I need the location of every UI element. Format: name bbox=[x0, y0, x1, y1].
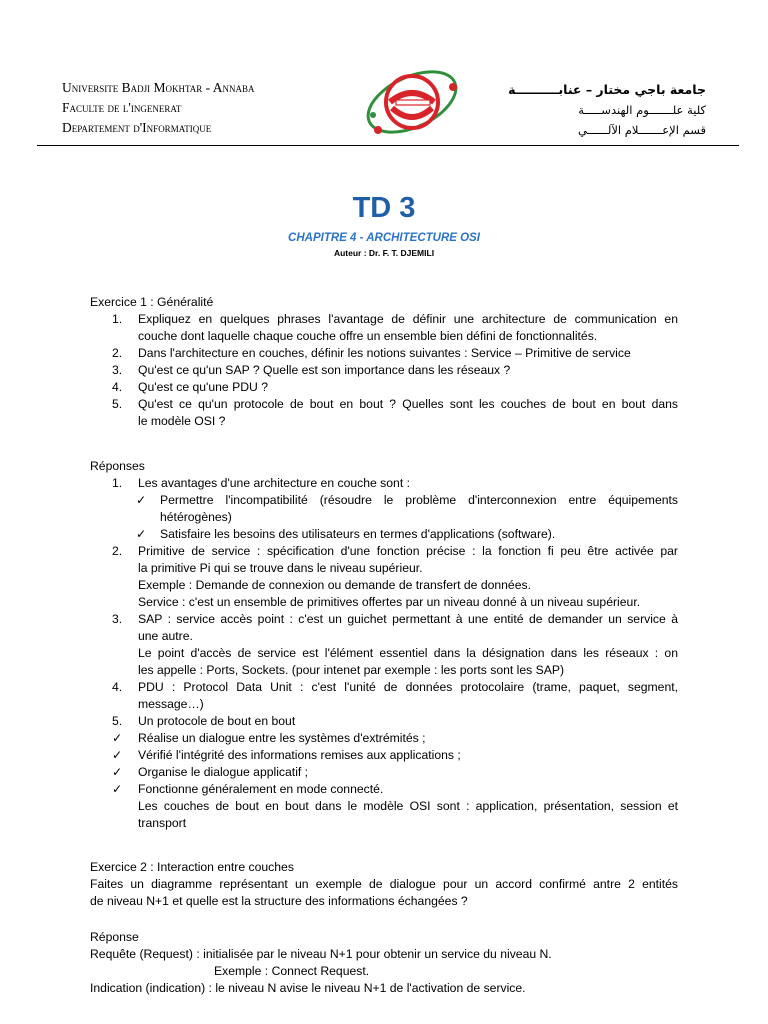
check-item: ✓ Satisfaire les besoins des utilisateurs en termes d'applications (software). bbox=[136, 527, 556, 541]
list-item-cont: le modèle OSI ? bbox=[138, 414, 226, 428]
university-name: Universite Badji Mokhtar - Annaba bbox=[62, 80, 255, 95]
list-item: 1. Expliquez en quelques phrases l'avantage de définir une architecture de communication en bbox=[112, 312, 678, 326]
university-name-arabic: جامعة باجي مختار – عنابــــــــــة bbox=[508, 82, 706, 97]
check-icon: ✓ bbox=[136, 527, 147, 541]
faculty-name-arabic: كلية علـــــــوم الهندســـــة bbox=[578, 103, 706, 117]
list-item-cont: Le point d'accès de service est l'élément essentiel dans la désignation dans les réseaux : on bbox=[138, 646, 678, 660]
list-item-cont: couche dont laquelle chaque couche offre un ensemble bien défini de fonctionnalités. bbox=[138, 329, 598, 343]
list-item-cont: Les couches de bout en bout dans le modèle OSI sont : application, présentation, session et bbox=[138, 799, 678, 813]
list-item: 5. Un protocole de bout en bout bbox=[112, 714, 296, 728]
check-item-cont: hétérogènes) bbox=[160, 510, 232, 524]
list-item: 1. Les avantages d'une architecture en couche sont : bbox=[112, 476, 410, 490]
list-item: 3. Qu'est ce qu'un SAP ? Quelle est son importance dans les réseaux ? bbox=[112, 363, 511, 377]
check-item: ✓ Permettre l'incompatibilité (résoudre le problème d'interconnexion entre équipements bbox=[136, 493, 678, 507]
department-name-arabic: قسم الإعـــــــلام الآلــــــي bbox=[578, 123, 706, 137]
check-item: ✓ Fonctionne généralement en mode connecté. bbox=[112, 782, 384, 796]
paragraph: de niveau N+1 et quelle est la structure des informations échangées ? bbox=[90, 894, 468, 908]
list-item: 2. Dans l'architecture en couches, définir les notions suivantes : Service – Primitive de service bbox=[112, 346, 631, 360]
department-name: Departement d'Informatique bbox=[62, 120, 212, 135]
exercise-2-title: Exercice 2 : Interaction entre couches bbox=[90, 860, 294, 874]
list-item: 2. Primitive de service : spécification d'une fonction précise : la fonction fi peu être activée par bbox=[112, 544, 678, 558]
answers-1-title: Réponses bbox=[90, 459, 145, 473]
list-item-cont: Service : c'est un ensemble de primitives offertes par un niveau donné à un niveau supérieur. bbox=[138, 595, 641, 609]
list-item: 4. PDU : Protocol Data Unit : c'est l'unité de données protocolaire (trame, paquet, segment, bbox=[112, 680, 678, 694]
list-item-cont: une autre. bbox=[138, 629, 193, 643]
check-item: ✓ Réalise un dialogue entre les systèmes d'extrémités ; bbox=[112, 731, 426, 745]
list-item-cont: transport bbox=[138, 816, 187, 830]
list-item: 4. Qu'est ce qu'une PDU ? bbox=[112, 380, 268, 394]
list-item-cont: la primitive Pi qui se trouve dans le niveau supérieur. bbox=[138, 561, 423, 575]
faculty-name: Faculte de l'ingenerat bbox=[62, 100, 182, 115]
list-item: 5. Qu'est ce qu'un protocole de bout en bout ? Quelles sont les couches de bout en bout dans bbox=[112, 397, 678, 411]
document-subtitle: CHAPITRE 4 - ARCHITECTURE OSI bbox=[288, 232, 480, 244]
check-item: ✓ Organise le dialogue applicatif ; bbox=[112, 765, 309, 779]
header-divider bbox=[37, 145, 739, 146]
header-left-block bbox=[62, 78, 255, 138]
list-item-cont: message…) bbox=[138, 697, 204, 711]
document-title: TD 3 bbox=[352, 192, 416, 224]
list-item: 3. SAP : service accès point : c'est un guichet permettant à une entité de demander un service à bbox=[112, 612, 678, 626]
list-item-cont: Exemple : Demande de connexion ou demande de transfert de données. bbox=[138, 578, 531, 592]
exercise-1-title: Exercice 1 : Généralité bbox=[90, 295, 214, 309]
document-body bbox=[90, 294, 678, 997]
header-right-block bbox=[508, 80, 706, 140]
paragraph: Exemple : Connect Request. bbox=[214, 964, 370, 978]
document-header bbox=[0, 0, 768, 150]
answer-2-title: Réponse bbox=[90, 930, 139, 944]
check-icon: ✓ bbox=[112, 765, 123, 779]
list-item-cont: les appelle : Ports, Sockets. (pour intenet par exemple : les ports sont les SAP) bbox=[138, 663, 565, 677]
document-author: Auteur : Dr. F. T. DJEMILI bbox=[333, 248, 435, 258]
university-logo bbox=[358, 60, 466, 142]
check-icon: ✓ bbox=[112, 782, 123, 796]
check-icon: ✓ bbox=[136, 493, 147, 507]
paragraph: Faites un diagramme représentant un exemple de dialogue pour un accord confirmé antre 2 entités bbox=[90, 877, 678, 891]
paragraph: Indication (indication) : le niveau N avise le niveau N+1 de l'activation de service. bbox=[90, 981, 526, 995]
paragraph: Requête (Request) : initialisée par le niveau N+1 pour obtenir un service du niveau N. bbox=[90, 947, 552, 961]
check-item: ✓ Vérifié l'intégrité des informations remises aux applications ; bbox=[112, 748, 461, 762]
check-icon: ✓ bbox=[112, 731, 123, 745]
check-icon: ✓ bbox=[112, 748, 123, 762]
